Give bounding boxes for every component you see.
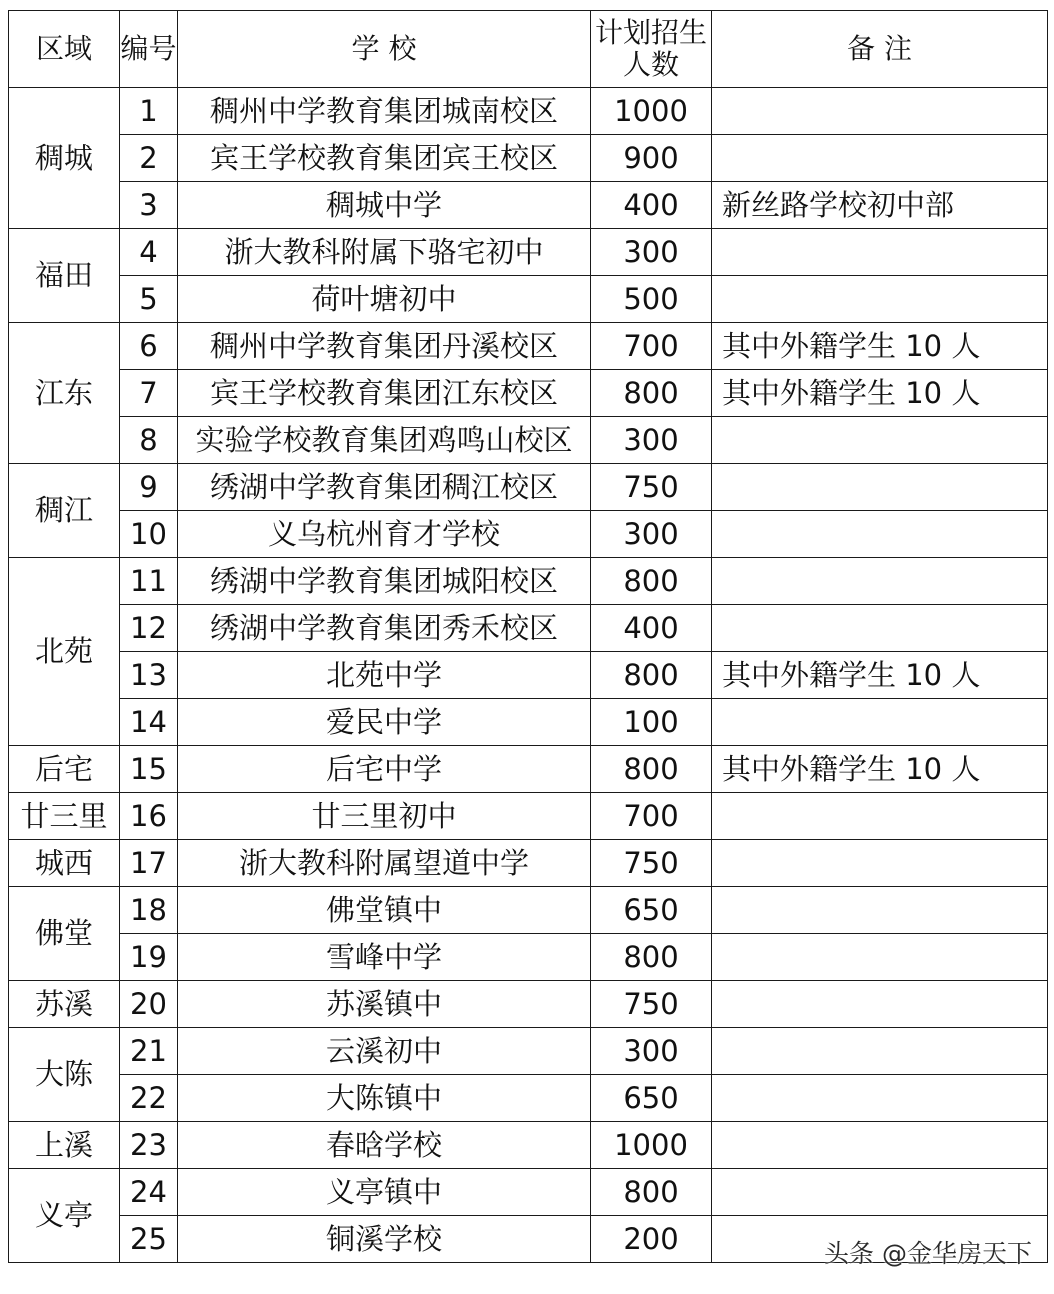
table-row bbox=[9, 1169, 1048, 1216]
table-row bbox=[9, 746, 1048, 793]
table-row bbox=[9, 699, 1048, 746]
remarks-cell bbox=[712, 1075, 1048, 1122]
enrollment-cell: 400 bbox=[591, 182, 712, 229]
table-row bbox=[9, 840, 1048, 887]
school-cell: 宾王学校教育集团宾王校区 bbox=[178, 135, 591, 182]
number-cell: 6 bbox=[120, 323, 178, 370]
enrollment-cell: 1000 bbox=[591, 1122, 712, 1169]
enrollment-cell: 650 bbox=[591, 887, 712, 934]
table-row bbox=[9, 370, 1048, 417]
school-cell: 稠州中学教育集团丹溪校区 bbox=[178, 323, 591, 370]
school-cell: 实验学校教育集团鸡鸣山校区 bbox=[178, 417, 591, 464]
school-cell: 雪峰中学 bbox=[178, 934, 591, 981]
remarks-cell bbox=[712, 840, 1048, 887]
remarks-cell: 其中外籍学生 10 人 bbox=[712, 370, 1048, 417]
table-row bbox=[9, 464, 1048, 511]
enrollment-cell: 400 bbox=[591, 605, 712, 652]
table-row bbox=[9, 887, 1048, 934]
school-cell: 绣湖中学教育集团秀禾校区 bbox=[178, 605, 591, 652]
enrollment-cell: 700 bbox=[591, 793, 712, 840]
region-cell: 江东 bbox=[9, 323, 120, 464]
school-cell: 廿三里初中 bbox=[178, 793, 591, 840]
remarks-cell bbox=[712, 981, 1048, 1028]
number-cell: 25 bbox=[120, 1216, 178, 1263]
enrollment-cell: 500 bbox=[591, 276, 712, 323]
table-row bbox=[9, 558, 1048, 605]
number-cell: 15 bbox=[120, 746, 178, 793]
table-row bbox=[9, 323, 1048, 370]
remarks-cell bbox=[712, 229, 1048, 276]
number-cell: 14 bbox=[120, 699, 178, 746]
remarks-cell bbox=[712, 605, 1048, 652]
table-row bbox=[9, 981, 1048, 1028]
number-cell: 3 bbox=[120, 182, 178, 229]
enrollment-cell: 800 bbox=[591, 370, 712, 417]
remarks-cell bbox=[712, 464, 1048, 511]
table-row bbox=[9, 1028, 1048, 1075]
remarks-cell bbox=[712, 135, 1048, 182]
school-cell: 北苑中学 bbox=[178, 652, 591, 699]
school-cell: 苏溪镇中 bbox=[178, 981, 591, 1028]
table-row bbox=[9, 605, 1048, 652]
number-cell: 4 bbox=[120, 229, 178, 276]
number-cell: 22 bbox=[120, 1075, 178, 1122]
remarks-cell bbox=[712, 1169, 1048, 1216]
number-cell: 20 bbox=[120, 981, 178, 1028]
number-cell: 13 bbox=[120, 652, 178, 699]
remarks-cell bbox=[712, 276, 1048, 323]
school-cell: 铜溪学校 bbox=[178, 1216, 591, 1263]
enrollment-cell: 300 bbox=[591, 229, 712, 276]
region-cell: 稠城 bbox=[9, 88, 120, 229]
enrollment-cell: 800 bbox=[591, 746, 712, 793]
table-row bbox=[9, 88, 1048, 135]
remarks-cell bbox=[712, 887, 1048, 934]
school-cell: 大陈镇中 bbox=[178, 1075, 591, 1122]
number-cell: 2 bbox=[120, 135, 178, 182]
enrollment-cell: 750 bbox=[591, 464, 712, 511]
region-cell: 廿三里 bbox=[9, 793, 120, 840]
enrollment-cell: 800 bbox=[591, 1169, 712, 1216]
school-cell: 义亭镇中 bbox=[178, 1169, 591, 1216]
enrollment-cell: 700 bbox=[591, 323, 712, 370]
school-cell: 春晗学校 bbox=[178, 1122, 591, 1169]
number-cell: 9 bbox=[120, 464, 178, 511]
enrollment-cell: 750 bbox=[591, 981, 712, 1028]
school-cell: 绣湖中学教育集团城阳校区 bbox=[178, 558, 591, 605]
remarks-cell bbox=[712, 88, 1048, 135]
number-cell: 19 bbox=[120, 934, 178, 981]
region-cell: 稠江 bbox=[9, 464, 120, 558]
number-cell: 23 bbox=[120, 1122, 178, 1169]
school-cell: 浙大教科附属望道中学 bbox=[178, 840, 591, 887]
table-row bbox=[9, 934, 1048, 981]
remarks-cell: 其中外籍学生 10 人 bbox=[712, 652, 1048, 699]
table-row bbox=[9, 1122, 1048, 1169]
school-cell: 义乌杭州育才学校 bbox=[178, 511, 591, 558]
remarks-cell: 其中外籍学生 10 人 bbox=[712, 323, 1048, 370]
region-cell: 上溪 bbox=[9, 1122, 120, 1169]
region-cell: 大陈 bbox=[9, 1028, 120, 1122]
region-cell: 城西 bbox=[9, 840, 120, 887]
remarks-cell: 新丝路学校初中部 bbox=[712, 182, 1048, 229]
table-row bbox=[9, 511, 1048, 558]
school-cell: 荷叶塘初中 bbox=[178, 276, 591, 323]
table-row bbox=[9, 417, 1048, 464]
region-cell: 苏溪 bbox=[9, 981, 120, 1028]
remarks-cell bbox=[712, 558, 1048, 605]
table-body bbox=[9, 88, 1048, 1263]
header-school: 学 校 bbox=[178, 11, 591, 88]
region-cell: 北苑 bbox=[9, 558, 120, 746]
enrollment-cell: 800 bbox=[591, 934, 712, 981]
number-cell: 1 bbox=[120, 88, 178, 135]
number-cell: 21 bbox=[120, 1028, 178, 1075]
enrollment-cell: 1000 bbox=[591, 88, 712, 135]
school-cell: 绣湖中学教育集团稠江校区 bbox=[178, 464, 591, 511]
number-cell: 7 bbox=[120, 370, 178, 417]
region-cell: 后宅 bbox=[9, 746, 120, 793]
school-cell: 云溪初中 bbox=[178, 1028, 591, 1075]
header-number: 编号 bbox=[120, 11, 178, 88]
region-cell: 义亭 bbox=[9, 1169, 120, 1263]
remarks-cell bbox=[712, 934, 1048, 981]
number-cell: 24 bbox=[120, 1169, 178, 1216]
enrollment-table bbox=[8, 10, 1048, 1263]
number-cell: 12 bbox=[120, 605, 178, 652]
enrollment-cell: 300 bbox=[591, 511, 712, 558]
region-cell: 佛堂 bbox=[9, 887, 120, 981]
table-row bbox=[9, 793, 1048, 840]
header-remarks: 备 注 bbox=[712, 11, 1048, 88]
header-region: 区域 bbox=[9, 11, 120, 88]
region-cell: 福田 bbox=[9, 229, 120, 323]
number-cell: 5 bbox=[120, 276, 178, 323]
remarks-cell bbox=[712, 1028, 1048, 1075]
table-row bbox=[9, 652, 1048, 699]
remarks-cell bbox=[712, 699, 1048, 746]
remarks-cell bbox=[712, 511, 1048, 558]
number-cell: 11 bbox=[120, 558, 178, 605]
school-cell: 佛堂镇中 bbox=[178, 887, 591, 934]
enrollment-cell: 800 bbox=[591, 652, 712, 699]
enrollment-cell: 300 bbox=[591, 1028, 712, 1075]
school-cell: 稠州中学教育集团城南校区 bbox=[178, 88, 591, 135]
school-cell: 宾王学校教育集团江东校区 bbox=[178, 370, 591, 417]
remarks-cell bbox=[712, 1122, 1048, 1169]
table-row bbox=[9, 135, 1048, 182]
enrollment-cell: 900 bbox=[591, 135, 712, 182]
number-cell: 17 bbox=[120, 840, 178, 887]
number-cell: 16 bbox=[120, 793, 178, 840]
table-row bbox=[9, 182, 1048, 229]
table-row bbox=[9, 1075, 1048, 1122]
number-cell: 10 bbox=[120, 511, 178, 558]
school-cell: 后宅中学 bbox=[178, 746, 591, 793]
remarks-cell: 其中外籍学生 10 人 bbox=[712, 746, 1048, 793]
school-cell: 爱民中学 bbox=[178, 699, 591, 746]
header-enrollment: 计划招生人数 bbox=[591, 11, 712, 88]
table-row bbox=[9, 229, 1048, 276]
enrollment-cell: 200 bbox=[591, 1216, 712, 1263]
school-cell: 稠城中学 bbox=[178, 182, 591, 229]
table-row bbox=[9, 276, 1048, 323]
school-cell: 浙大教科附属下骆宅初中 bbox=[178, 229, 591, 276]
number-cell: 8 bbox=[120, 417, 178, 464]
remarks-cell bbox=[712, 793, 1048, 840]
number-cell: 18 bbox=[120, 887, 178, 934]
enrollment-cell: 100 bbox=[591, 699, 712, 746]
watermark: 头条 @金华房天下 bbox=[824, 1239, 1032, 1268]
remarks-cell bbox=[712, 417, 1048, 464]
enrollment-cell: 800 bbox=[591, 558, 712, 605]
enrollment-cell: 650 bbox=[591, 1075, 712, 1122]
table-header-row bbox=[9, 11, 1048, 88]
enrollment-cell: 300 bbox=[591, 417, 712, 464]
enrollment-cell: 750 bbox=[591, 840, 712, 887]
